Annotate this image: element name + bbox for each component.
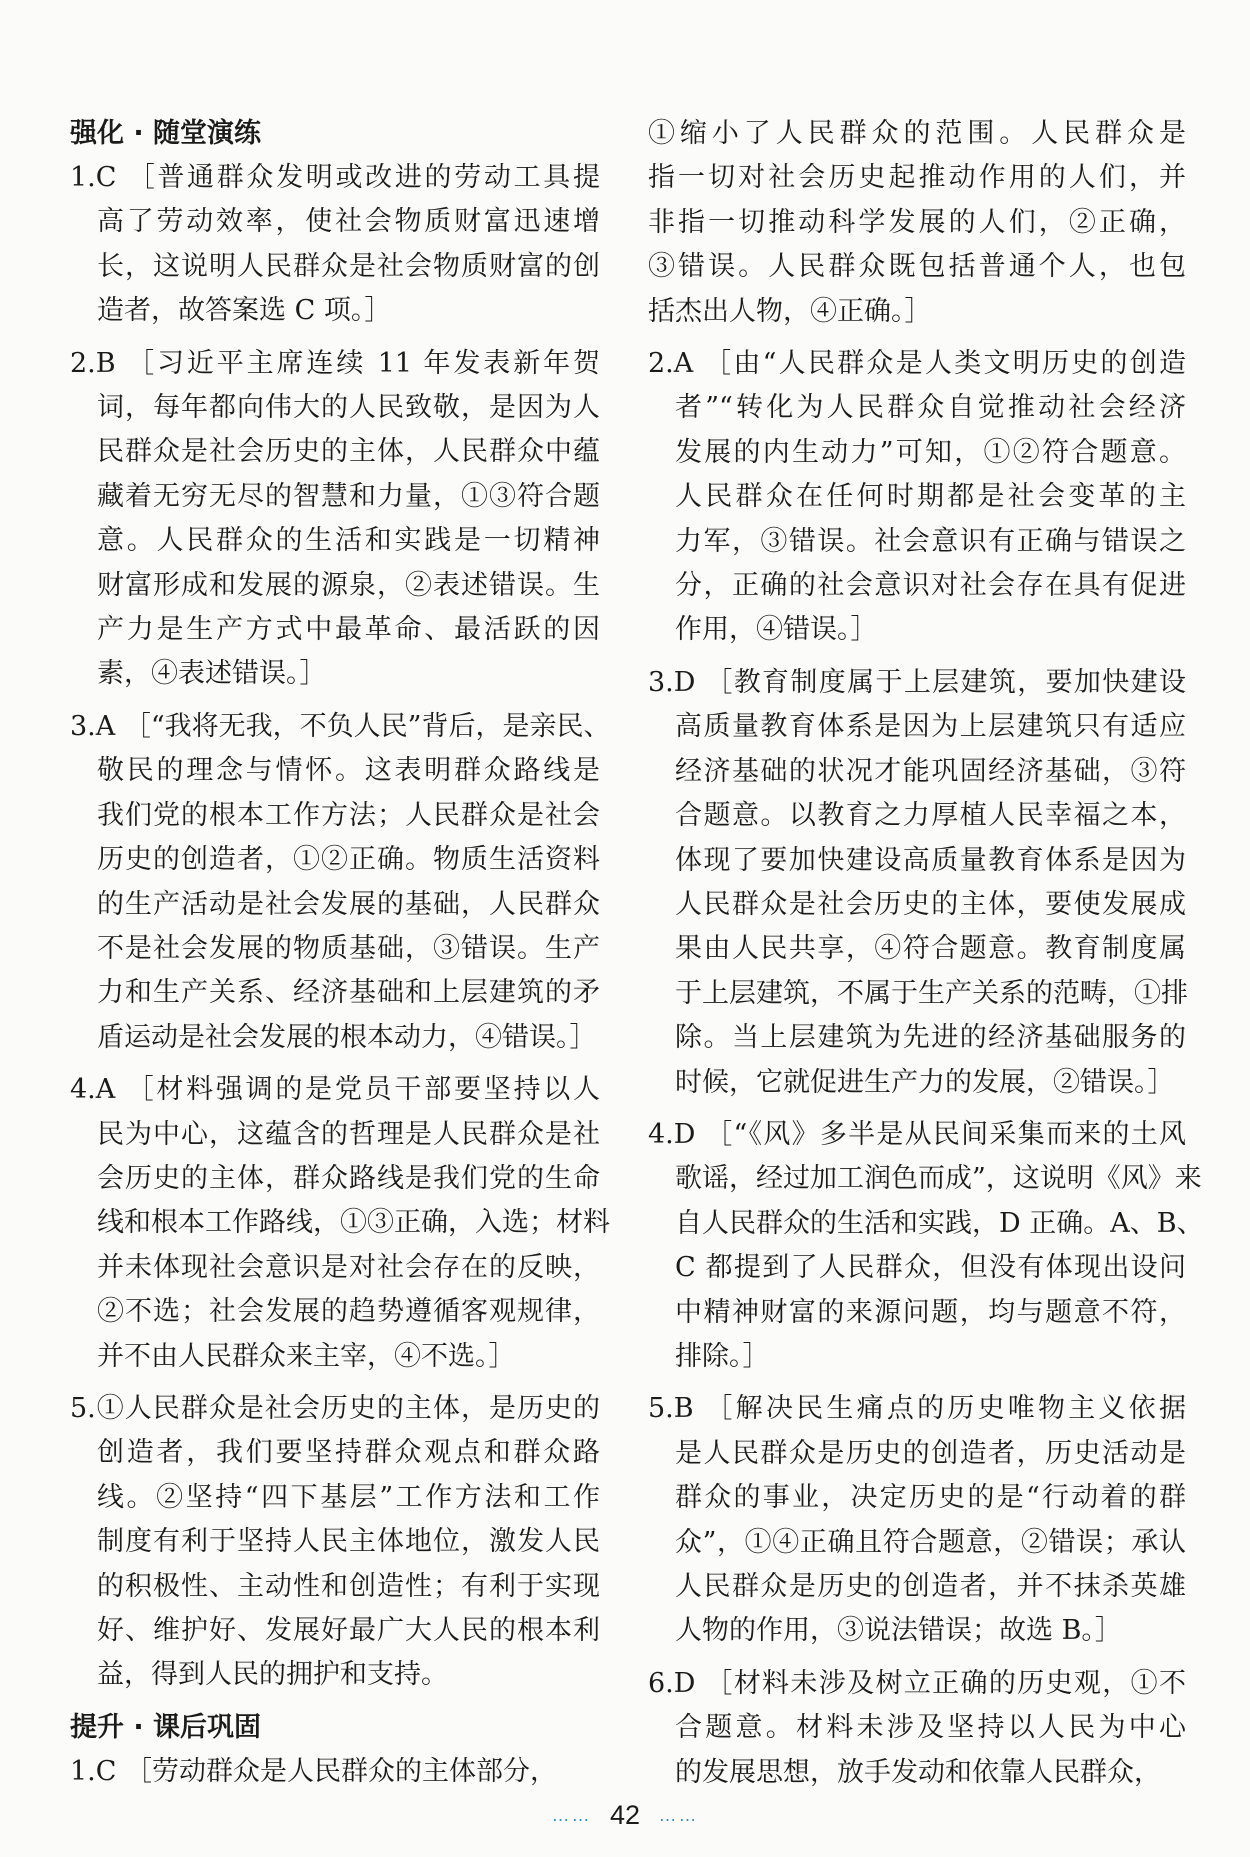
answer-item xyxy=(648,1113,1204,1379)
page-footer xyxy=(0,1800,1250,1831)
answer-line: 的生产活动是社会发展的基础，人民群众 xyxy=(97,888,600,920)
answer-line: 的积极性、主动性和创造性；有利于实现 xyxy=(97,1570,600,1602)
answer-line: 会历史的主体，群众路线是我们党的生命 xyxy=(97,1162,600,1194)
answer-item xyxy=(648,342,1186,653)
answer-line: 作用，④错误。］ xyxy=(675,614,878,646)
answer-line: 4.A ［材料强调的是党员干部要坚持以人 xyxy=(70,1074,600,1106)
answer-item xyxy=(648,661,1186,1105)
answer-line: 我们党的根本工作方法；人民群众是社会 xyxy=(97,799,600,831)
answer-line: 众”，①④正确且符合题意，②错误；承认 xyxy=(675,1526,1186,1558)
answer-line: 人民群众是历史的创造者，并不抹杀英雄 xyxy=(675,1571,1186,1602)
answer-line: 合题意。以教育之力厚植人民幸福之本， xyxy=(675,800,1186,832)
answer-line: 括杰出人物，④正确。］ xyxy=(648,295,932,327)
answer-line: 造者，故答案选 C 项。］ xyxy=(97,295,392,327)
answer-line: 合题意。材料未涉及坚持以人民为中心 xyxy=(675,1712,1186,1744)
answer-line: 1.C ［普通群众发明或改进的劳动工具提 xyxy=(70,162,600,193)
answer-line: 并不由人民群众来主宰，④不选。］ xyxy=(97,1340,516,1372)
answer-line: 时候，它就促进生产力的发展，②错误。］ xyxy=(675,1066,1175,1098)
section-title-consolidation: 提升 · 课后巩固 xyxy=(70,1711,262,1743)
answer-line: 长，这说明人民群众是社会物质财富的创 xyxy=(97,250,600,282)
answer-line: 的发展思想，放手发动和依靠人民群众， xyxy=(675,1756,1161,1788)
answer-line: 中精神财富的来源问题，均与题意不符， xyxy=(675,1296,1186,1328)
answer-line: 是人民群众是历史的创造者，历史活动是 xyxy=(675,1437,1186,1469)
answer-line: 人物的作用，③说法错误；故选 B。］ xyxy=(675,1615,1122,1647)
answer-line: 力和生产关系、经济基础和上层建筑的矛 xyxy=(97,977,600,1009)
right-column xyxy=(648,112,1204,1803)
answer-line: 5.B ［解决民生痛点的历史唯物主义依据 xyxy=(648,1393,1186,1425)
left-answer-list xyxy=(70,156,611,1698)
answer-line: 歌谣，经过加工润色而成”，这说明《风》来 xyxy=(675,1163,1202,1195)
answer-line: 3.D ［教育制度属于上层建筑，要加快建设 xyxy=(648,666,1186,698)
answer-item xyxy=(70,156,600,334)
footer-dots-right: …… xyxy=(658,1805,699,1825)
answer-line: ③错误。人民群众既包括普通个人，也包 xyxy=(648,251,1186,283)
answer-line: 经济基础的状况才能巩固经济基础，③符 xyxy=(675,755,1186,787)
answer-line: 果由人民共享，④符合题意。教育制度属 xyxy=(675,933,1186,965)
answer-item xyxy=(70,1387,600,1698)
answer-line: 体现了要加快建设高质量教育体系是因为 xyxy=(675,844,1186,876)
answer-line: 6.D ［材料未涉及树立正确的历史观，①不 xyxy=(648,1667,1186,1699)
answer-line: 素，④表述错误。］ xyxy=(97,658,327,690)
answer-line: 力军，③错误。社会意识有正确与错误之 xyxy=(675,525,1186,557)
answer-line: 群众的事业，决定历史的是“行动着的群 xyxy=(675,1482,1186,1514)
answer-line: 者”“转化为人民群众自觉推动社会经济 xyxy=(675,392,1186,424)
answer-line: 指一切对社会历史起推动作用的人们，并 xyxy=(648,162,1186,194)
answer-line: 词，每年都向伟大的人民致敬，是因为人 xyxy=(97,392,600,424)
section-title-practice: 强化 · 随堂演练 xyxy=(70,118,262,149)
right-answer-list xyxy=(648,112,1204,1795)
answer-line: 制度有利于坚持人民主体地位，激发人民 xyxy=(97,1526,600,1558)
answer-item xyxy=(648,112,1186,334)
answer-line: 不是社会发展的物质基础，③错误。生产 xyxy=(97,932,600,964)
answer-item xyxy=(70,705,611,1060)
answer-line: 2.B ［习近平主席连续 11 年发表新年贺 xyxy=(70,347,600,379)
left-column xyxy=(70,112,611,1802)
answer-line: ①缩小了人民群众的范围。人民群众是 xyxy=(648,118,1186,149)
answer-line: 1.C ［劳动群众是人民群众的主体部分， xyxy=(70,1755,558,1787)
answer-line: 于上层建筑，不属于生产关系的范畴，①排 xyxy=(675,977,1188,1009)
answer-line: 好、维护好、发展好最广大人民的根本利 xyxy=(97,1615,600,1646)
answer-line: 线和根本工作路线，①③正确，入选；材料 xyxy=(97,1207,610,1239)
answer-line: 产力是生产方式中最革命、最活跃的因 xyxy=(97,614,600,646)
answer-line: 财富形成和发展的源泉，②表述错误。生 xyxy=(97,569,600,601)
answer-item xyxy=(70,1750,600,1794)
answer-item xyxy=(70,1068,610,1379)
answer-item xyxy=(70,342,600,697)
answer-line: 2.A ［由“人民群众是人类文明历史的创造 xyxy=(648,348,1186,380)
answer-line: C 都提到了人民群众，但没有体现出设问 xyxy=(675,1252,1186,1284)
answer-line: 人民群众在任何时期都是社会变革的主 xyxy=(675,481,1186,513)
answer-line: 益，得到人民的拥护和支持。 xyxy=(97,1659,448,1691)
answer-line: 5.①人民群众是社会历史的主体，是历史的 xyxy=(70,1392,600,1424)
left-answer-list-2 xyxy=(70,1750,600,1794)
answer-line: 意。人民群众的生活和实践是一切精神 xyxy=(97,525,600,557)
answer-line: 3.A ［“我将无我，不负人民”背后，是亲民、 xyxy=(70,710,611,742)
answer-line: 非指一切推动科学发展的人们，②正确， xyxy=(648,206,1186,238)
answer-line: 线。②坚持“四下基层”工作方法和工作 xyxy=(97,1481,600,1513)
answer-line: 人民群众是社会历史的主体，要使发展成 xyxy=(675,888,1186,920)
answer-line: 除。当上层建筑为先进的经济基础服务的 xyxy=(675,1022,1186,1054)
answer-line: 历史的创造者，①②正确。物质生活资料 xyxy=(97,844,600,876)
answer-item xyxy=(648,1662,1186,1795)
answer-line: 民群众是社会历史的主体，人民群众中蕴 xyxy=(97,436,600,468)
answer-line: 分，正确的社会意识对社会存在具有促进 xyxy=(675,570,1186,602)
answer-line: 并未体现社会意识是对社会存在的反映， xyxy=(97,1251,600,1283)
answer-line: 高了劳动效率，使社会物质财富迅速增 xyxy=(97,206,600,238)
answer-line: 创造者，我们要坚持群众观点和群众路 xyxy=(97,1437,600,1469)
answer-line: 敬民的理念与情怀。这表明群众路线是 xyxy=(97,755,600,787)
answer-item xyxy=(648,1387,1186,1653)
page-number: 42 xyxy=(609,1800,641,1830)
answer-line: 藏着无穷无尽的智慧和力量，①③符合题 xyxy=(97,480,600,512)
answer-line: 自人民群众的生活和实践，D 正确。A、B、 xyxy=(675,1207,1204,1239)
answer-line: 排除。］ xyxy=(675,1340,770,1372)
answer-line: 盾运动是社会发展的根本动力，④错误。］ xyxy=(97,1021,597,1053)
answer-line: 4.D ［“《风》多半是从民间采集而来的土风 xyxy=(648,1118,1186,1150)
answer-line: 民为中心，这蕴含的哲理是人民群众是社 xyxy=(97,1118,600,1150)
footer-dots-left: …… xyxy=(551,1805,592,1825)
answer-line: 发展的内生动力”可知，①②符合题意。 xyxy=(675,436,1186,468)
answer-line: ②不选；社会发展的趋势遵循客观规律， xyxy=(97,1296,600,1328)
answer-line: 高质量教育体系是因为上层建筑只有适应 xyxy=(675,711,1186,743)
